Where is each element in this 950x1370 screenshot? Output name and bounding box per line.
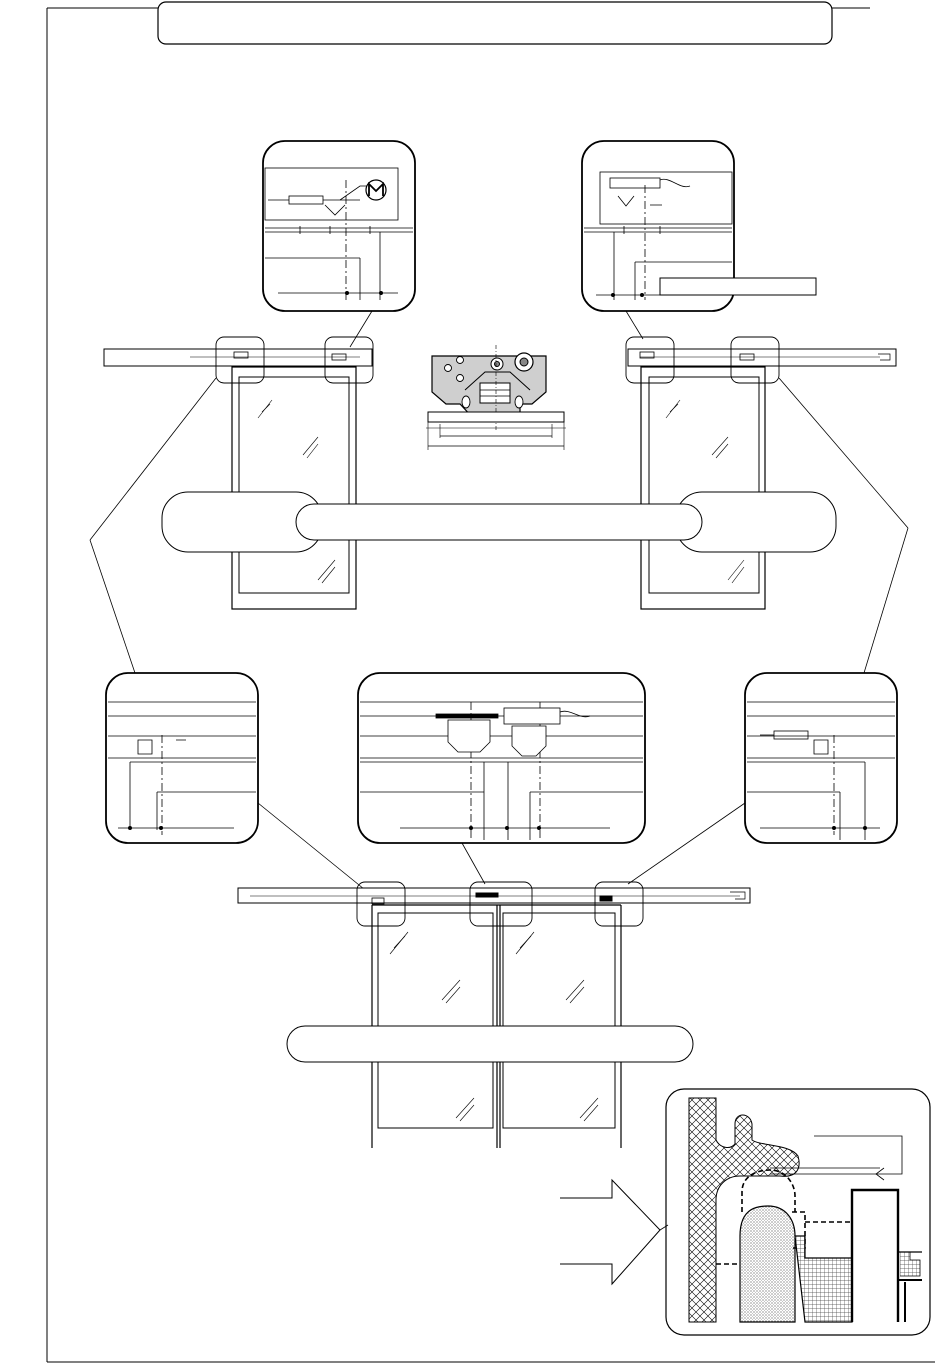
double-door-callout [287,1026,693,1062]
top-leaders [350,311,643,347]
detail-lower-right [745,673,897,843]
top-right-note-box [660,278,816,295]
detail-lower-center [358,673,645,843]
single-door-left [104,337,373,609]
single-door-right [626,337,896,609]
single-door-callout [162,492,836,552]
profile-section-detail [666,1089,930,1335]
detail-lower-left [106,673,258,843]
title-bar [158,2,832,44]
right-arrow-icon [560,1180,660,1284]
detail-motor-end [263,141,415,311]
carriage-detail [426,345,566,450]
